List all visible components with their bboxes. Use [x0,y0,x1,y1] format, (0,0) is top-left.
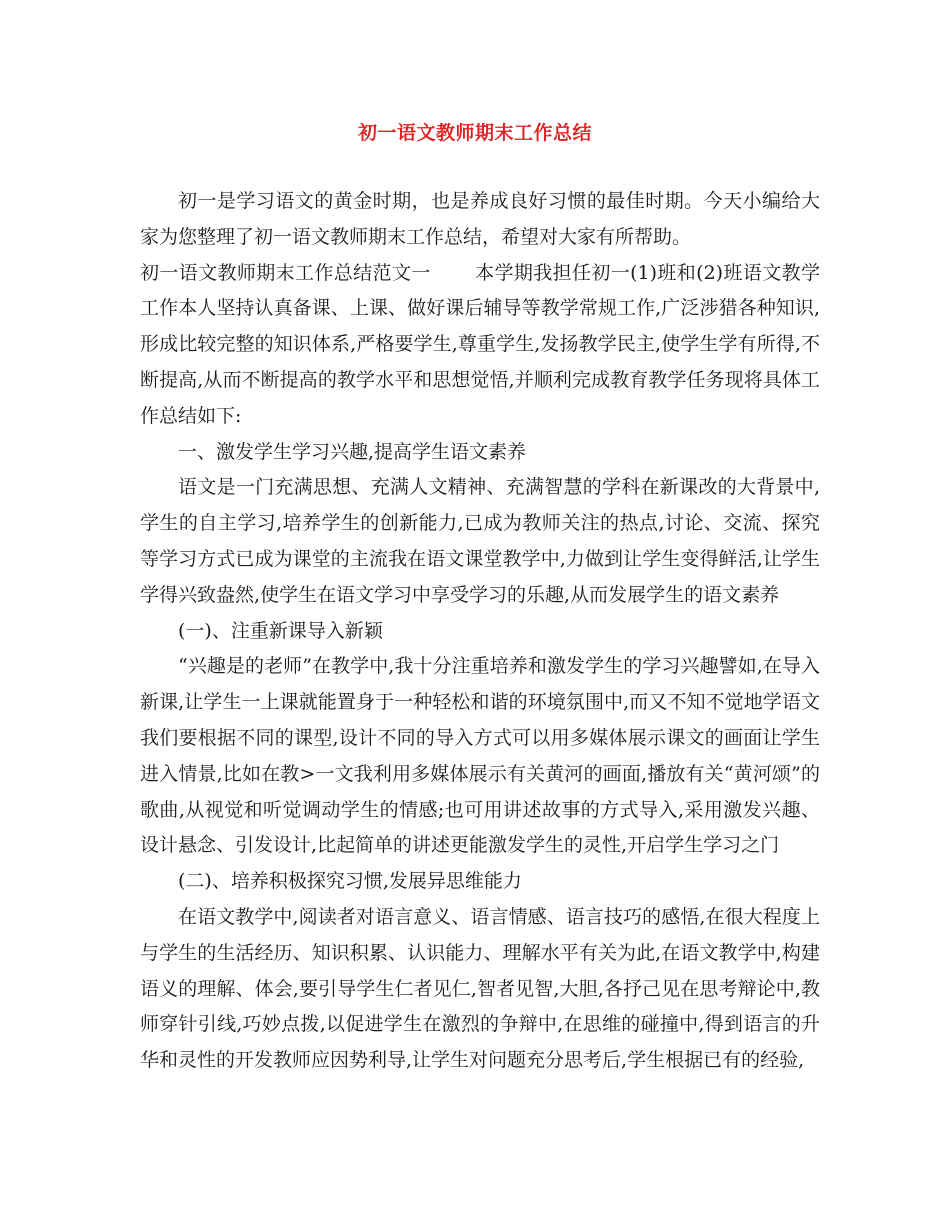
sub1-body: “兴趣是的老师”在教学中,我十分注重培养和激发学生的学习兴趣譬如,在导入新课,让学生一上课就能置身于一种轻松和谐的环境氛围中,而又不知不觉地学语文我们要根据不同的课型,设计不同的导入方式可以用多媒体展示课文的画面让学生进入情景,比如在教>一文我利用多媒体展示有关黄河的画面,播放有关“黄河颂”的歌曲,从视觉和听觉调动学生的情感;也可用讲述故事的方式导入,采用激发兴趣、设计悬念、引发设计,比起简单的讲述更能激发学生的灵性,开启学生学习之门 [140,655,820,857]
document-title: 初一语文教师期末工作总结 [357,122,592,144]
intro-paragraph: 初一是学习语文的黄金时期，也是养成良好习惯的最佳时期。今天小编给大家为您整理了初一语文教师期末工作总结，希望对大家有所帮助。 [140,190,820,248]
sample-lead: 本学期我担任初一(1)班和(2)班语文教学工作本人坚持认真备课、上课、做好课后辅导等教学常规工作,广泛涉猎各种知识,形成比较完整的知识体系,严格要学生,尊重学生,发扬教学民主,使学生学有所得,不断提高,从而不断提高的教学水平和思想觉悟,并顺利完成教育教学任务现将具体工作总结如下: [140,261,820,427]
sample-paragraph [140,256,820,435]
sub2-body: 在语文教学中,阅读者对语言意义、语言情感、语言技巧的感悟,在很大程度上与学生的生活经历、知识积累、认识能力、理解水平有关为此,在语文教学中,构建语义的理解、体会,要引导学生仁者见仁,智者见智,大胆,各抒己见在思考辩论中,教师穿针引线,巧妙点拨,以促进学生在激烈的争辩中,在思维的碰撞中,得到语言的升华和灵性的开发教师应因势利导,让学生对问题充分思考后,学生根据已有的经验, [140,905,820,1072]
document-body [140,184,820,1079]
section1-body: 语文是一门充满思想、充满人文精神、充满智慧的学科在新课改的大背景中,学生的自主学习,培养学生的创新能力,已成为教师关注的热点,讨论、交流、探究等学习方式已成为课堂的主流我在语文课堂教学中,力做到让学生变得鲜活,让学生学得兴致盎然,使学生在语文学习中享受学习的乐趣,从而发展学生的语文素养 [140,476,820,606]
sub1-heading: (一)、注重新课导入新颖 [178,619,383,642]
sample-heading: 初一语文教师期末工作总结范文一 [140,261,431,284]
sub2-heading: (二)、培养积极探究习惯,发展异思维能力 [178,870,522,893]
section1-heading: 一、激发学生学习兴趣,提高学生语文素养 [178,440,527,463]
